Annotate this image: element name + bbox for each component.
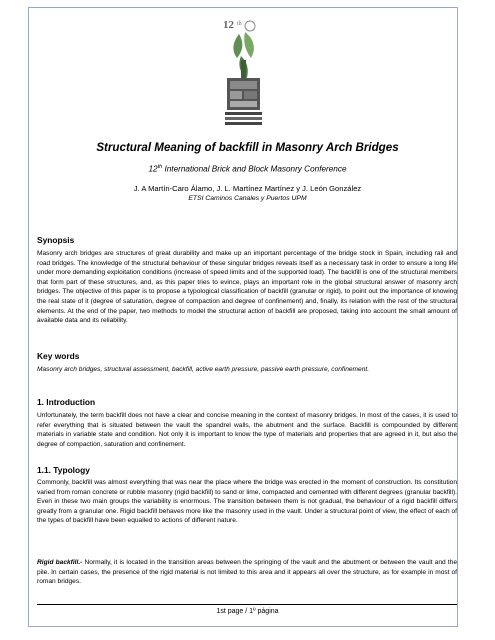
footer-rule	[37, 604, 457, 605]
introduction-heading: 1. Introduction	[37, 397, 96, 407]
page-footer: 1st page / 1º página	[216, 608, 279, 615]
rigid-backfill-text: Normally, it is located in the transition areas between the springing of the vault and the abutment or between the vault and the pile. In certain cases, the presence of the rigid material is not limited to this area and it appears all over the structure, as for example in most of roman bridges.	[37, 559, 457, 586]
paper-title: Structural Meaning of backfill in Masonry Arch Bridges	[96, 141, 399, 154]
authors: J. A Martín-Caro Álamo, J. L. Martínez Martínez y J. León González	[133, 184, 362, 193]
synopsis-text: Masonry arch bridges are structures of great durability and make up an important percentage of the bridge stock in Spain, including rail and road bridges. The knowledge of the structural behaviour of these singular bridges reveals itself as a necessary task in order to ensure a long life under more demanding exploitation conditions (increase of speed limits and of the supported load). The backfill is one of the structural members that form part of these structures, and, as this paper tries to evince, plays an important role in the global structural answer of masonry arch bridges. The objective of this paper is to propose a typological classification of backfill (granular or rigid), to point out the importance of knowing the real state of it (degree of saturation, degree of compaction and degree of confinement) and, finally, its relation with the rest of the structural elements. At the end of the paper, two methods to model the structural action of backfill are proposed, taking into account the small amount of available data and its reliability.	[37, 250, 457, 325]
synopsis-heading: Synopsis	[37, 235, 75, 245]
typology-text: Commonly, backfill was almost everything that was near the place where the bridge was erected in the moment of construction. Its constitution varied from roman concrete or rubble masonry (rigid backfill) to sand or lime, compacted and cemented with different degrees (granular backfill). Even in these two main groups the variability is enormous. The transition between them is not gradual, the behaviour of a rigid backfill differs greatly from a granular one. Rigid backfill behaves more like the masonry used in the vault. Under a structural point of view, the effect of each of the types of backfill have been equalled to actions of different nature.	[37, 479, 457, 525]
keywords-text: Masonry arch bridges, structural assessment, backfill, active earth pressure, passive earth pressure, confinement.	[37, 366, 370, 373]
conference-logo	[215, 16, 271, 128]
svg-text:12: 12	[223, 19, 234, 31]
svg-text:th: th	[237, 21, 242, 27]
rigid-backfill-run-in: Rigid backfill.-	[37, 559, 83, 566]
keywords-heading: Key words	[37, 351, 80, 361]
conference-name: 12th International Brick and Block Masonry Conference	[148, 164, 347, 174]
affiliation: ETSI Caminos Canales y Puertos UPM	[188, 195, 307, 202]
rigid-backfill-paragraph	[37, 558, 457, 587]
introduction-text: Unfortunately, the term backfill does not have a clear and concise meaning in the context of masonry bridges. In most of the cases, it is used to refer everything that is situated between the vault the spandrel walls, the abutment and the surface. Backfill is compounded by different materials in variable state and condition. Not only it is important to know the type of materials and properties that are agreed in it, but also the degree of compaction, saturation and confinement.	[37, 412, 457, 448]
typology-heading: 1.1. Typology	[37, 465, 90, 475]
